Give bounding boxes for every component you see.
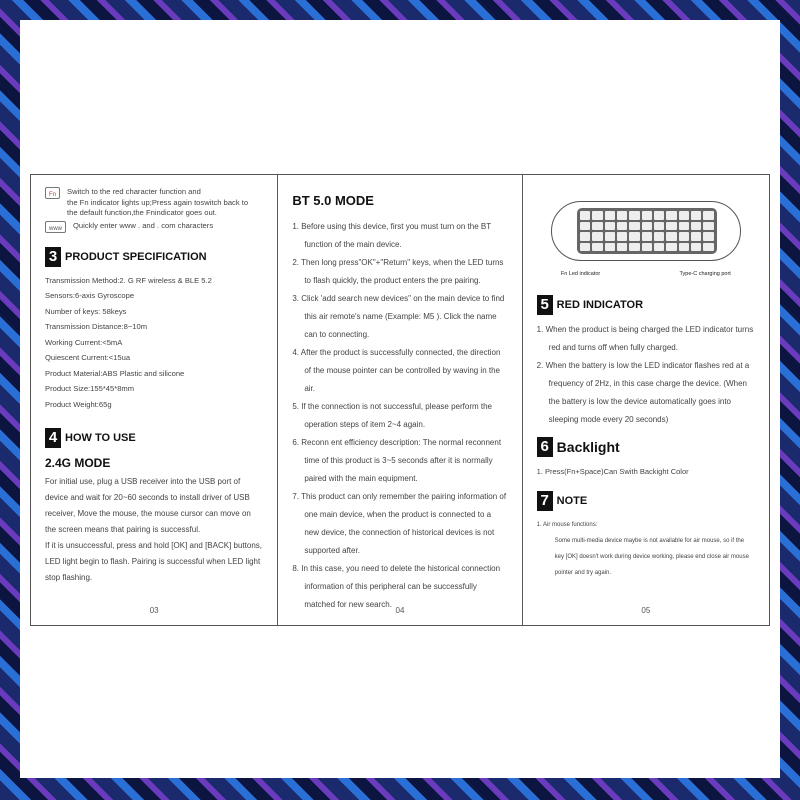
key-icon xyxy=(642,211,652,220)
section-number: 6 xyxy=(537,437,553,457)
manual-page-05 xyxy=(523,175,769,625)
text: the Fn indicator lights up;Press again toswitch back to xyxy=(67,197,249,207)
key-icon xyxy=(580,222,590,231)
key-icon xyxy=(691,222,701,231)
spec-item: Number of keys: 58keys xyxy=(45,306,127,316)
key-icon xyxy=(580,211,590,220)
key-icon xyxy=(592,222,602,231)
spec-item: Transmission Method:2. G RF wireless & BLE 5.2 xyxy=(45,275,212,285)
section-heading xyxy=(45,247,263,267)
list-item: 5. If the connection is not successful, please perform the operation steps of item 2~4 again. xyxy=(292,402,492,429)
page-title: BT 5.0 MODE xyxy=(292,193,374,208)
spec-list xyxy=(45,273,263,413)
key-icon xyxy=(592,243,602,252)
spec-item: Transmission Distance:8~10m xyxy=(45,322,148,331)
spec-item: Product Weight:65g xyxy=(45,399,112,409)
key-icon xyxy=(654,222,664,231)
section-title: PRODUCT SPECIFICATION xyxy=(65,250,207,263)
key-icon xyxy=(666,222,676,231)
list-item: 4. After the product is successfully connected, the direction of the mouse pointer can be controlled by waving in the air. xyxy=(292,348,501,393)
page-number: 03 xyxy=(149,606,159,615)
manual-page-04 xyxy=(278,175,522,625)
fn-key-icon: Fn xyxy=(45,187,60,199)
key-icon xyxy=(617,222,627,231)
key-icon xyxy=(654,211,664,220)
fn-key-info xyxy=(45,185,263,219)
list-item: 1. Before using this device, first you must turn on the BT function of the main device. xyxy=(292,222,491,249)
key-icon xyxy=(679,222,689,231)
key-icon xyxy=(654,232,664,241)
key-icon xyxy=(642,222,652,231)
spec-item: Product Size:155*45*8mm xyxy=(45,384,135,393)
list-item: 3. Click 'add search new devices" on the main device to find this air remote's name (Example: M5 ). Click the name can to connecting. xyxy=(292,294,505,339)
key-icon xyxy=(592,232,602,241)
www-key-icon: www xyxy=(45,221,66,233)
bt-steps-list xyxy=(292,218,507,614)
type-c-port-label: Type-C charging port xyxy=(679,271,731,277)
key-icon xyxy=(592,211,602,220)
paragraph: For initial use, plug a USB receiver into the USB port of device and wait for 20~60 seconds to install driver of USB receiver, Move the mouse, the mouse cursor can move on the screen means that pairing is successful. xyxy=(45,477,251,534)
key-icon xyxy=(617,243,627,252)
key-icon xyxy=(605,211,615,220)
key-icon xyxy=(703,222,713,231)
key-icon xyxy=(679,243,689,252)
key-icon xyxy=(666,243,676,252)
manual-spread xyxy=(30,174,770,626)
key-icon xyxy=(580,243,590,252)
key-icon xyxy=(617,211,627,220)
section-number: 3 xyxy=(45,247,61,267)
www-key-info xyxy=(45,219,263,233)
page-number: 04 xyxy=(395,606,405,615)
key-icon xyxy=(629,211,639,220)
section-number: 7 xyxy=(537,491,553,511)
key-icon xyxy=(666,232,676,241)
keyboard-remote-illustration xyxy=(551,201,741,261)
fn-led-label: Fn Led indicator xyxy=(560,271,601,277)
text: the default function,the Fnindicator goes out. xyxy=(67,208,217,217)
key-icon xyxy=(629,243,639,252)
paragraph: Some multi-media device maybe is not available for air mouse, so if the key [OK] doesn't work during device working, please end close air mouse pointer and try again. xyxy=(554,538,749,576)
paragraph: If it is unsuccessful, press and hold [OK] and [BACK] buttons, LED light begin to flash. Pairing is successful when LED light stop flashing. xyxy=(45,541,262,582)
key-icon xyxy=(703,243,713,252)
key-icon xyxy=(642,232,652,241)
spec-item: Product Material:ABS Plastic and silicone xyxy=(45,368,185,378)
section-title: HOW TO USE xyxy=(65,432,136,444)
key-icon xyxy=(703,232,713,241)
list-item: 2. Then long press"OK"+"Return" keys, when the LED turns to flash quickly, the product enters the pre pairing. xyxy=(292,258,504,285)
list-item: 1. When the product is being charged the LED indicator turns red and turns off when fully charged. xyxy=(536,325,754,352)
key-icon xyxy=(691,243,701,252)
key-icon xyxy=(691,232,701,241)
text: Switch to the red character function and xyxy=(67,187,201,196)
key-icon xyxy=(629,232,639,241)
subheading: 2.4G MODE xyxy=(45,456,111,470)
key-icon xyxy=(605,222,615,231)
list-item: 7. This product can only remember the pairing information of one main device, when the product is connected to a new device, the connection of historical devices is not supported after. xyxy=(292,492,507,555)
section-title: RED INDICATOR xyxy=(556,299,644,311)
section-heading xyxy=(537,437,755,457)
key-icon xyxy=(605,243,615,252)
spec-item: Sensors:6-axis Gyroscope xyxy=(45,291,135,300)
key-icon xyxy=(605,232,615,241)
list-item: 1. Press(Fn+Space)Can Swith Backight Color xyxy=(536,467,689,476)
list-item: 1. Air mouse functions: xyxy=(536,522,598,528)
page-number: 05 xyxy=(641,606,651,615)
list-item: 6. Reconn ent efficiency description: The normal reconnent time of this product is 3~5 seconds after it is normally paired with the main equipment. xyxy=(292,438,502,483)
key-icon xyxy=(666,211,676,220)
key-icon xyxy=(642,243,652,252)
key-icon xyxy=(617,232,627,241)
key-icon xyxy=(703,211,713,220)
section-number: 4 xyxy=(45,428,61,448)
key-icon xyxy=(654,243,664,252)
section-heading xyxy=(45,428,263,448)
key-icon xyxy=(691,211,701,220)
key-icon xyxy=(679,232,689,241)
key-icon xyxy=(679,211,689,220)
manual-page-03 xyxy=(31,175,278,625)
list-item: 8. In this case, you need to delete the historical connection information of this peripheral can be successfully matched for new search. xyxy=(292,564,501,609)
section-title: NOTE xyxy=(556,495,588,507)
section-heading xyxy=(537,491,755,511)
key-icon xyxy=(629,222,639,231)
spec-item: Working Current:<5mA xyxy=(45,337,123,347)
section-heading xyxy=(537,295,755,315)
section-title: Backlight xyxy=(556,439,620,455)
spec-item: Quiescent Current:<15ua xyxy=(45,353,131,362)
list-item: 2. When the battery is low the LED indicator flashes red at a frequency of 2Hz, in this case charge the device. (When the battery is low the device automatically goes into sleeping mode every 20 seconds) xyxy=(536,361,750,424)
key-icon xyxy=(580,232,590,241)
text: Quickly enter www . and . com characters xyxy=(73,220,214,230)
section-number: 5 xyxy=(537,295,553,315)
